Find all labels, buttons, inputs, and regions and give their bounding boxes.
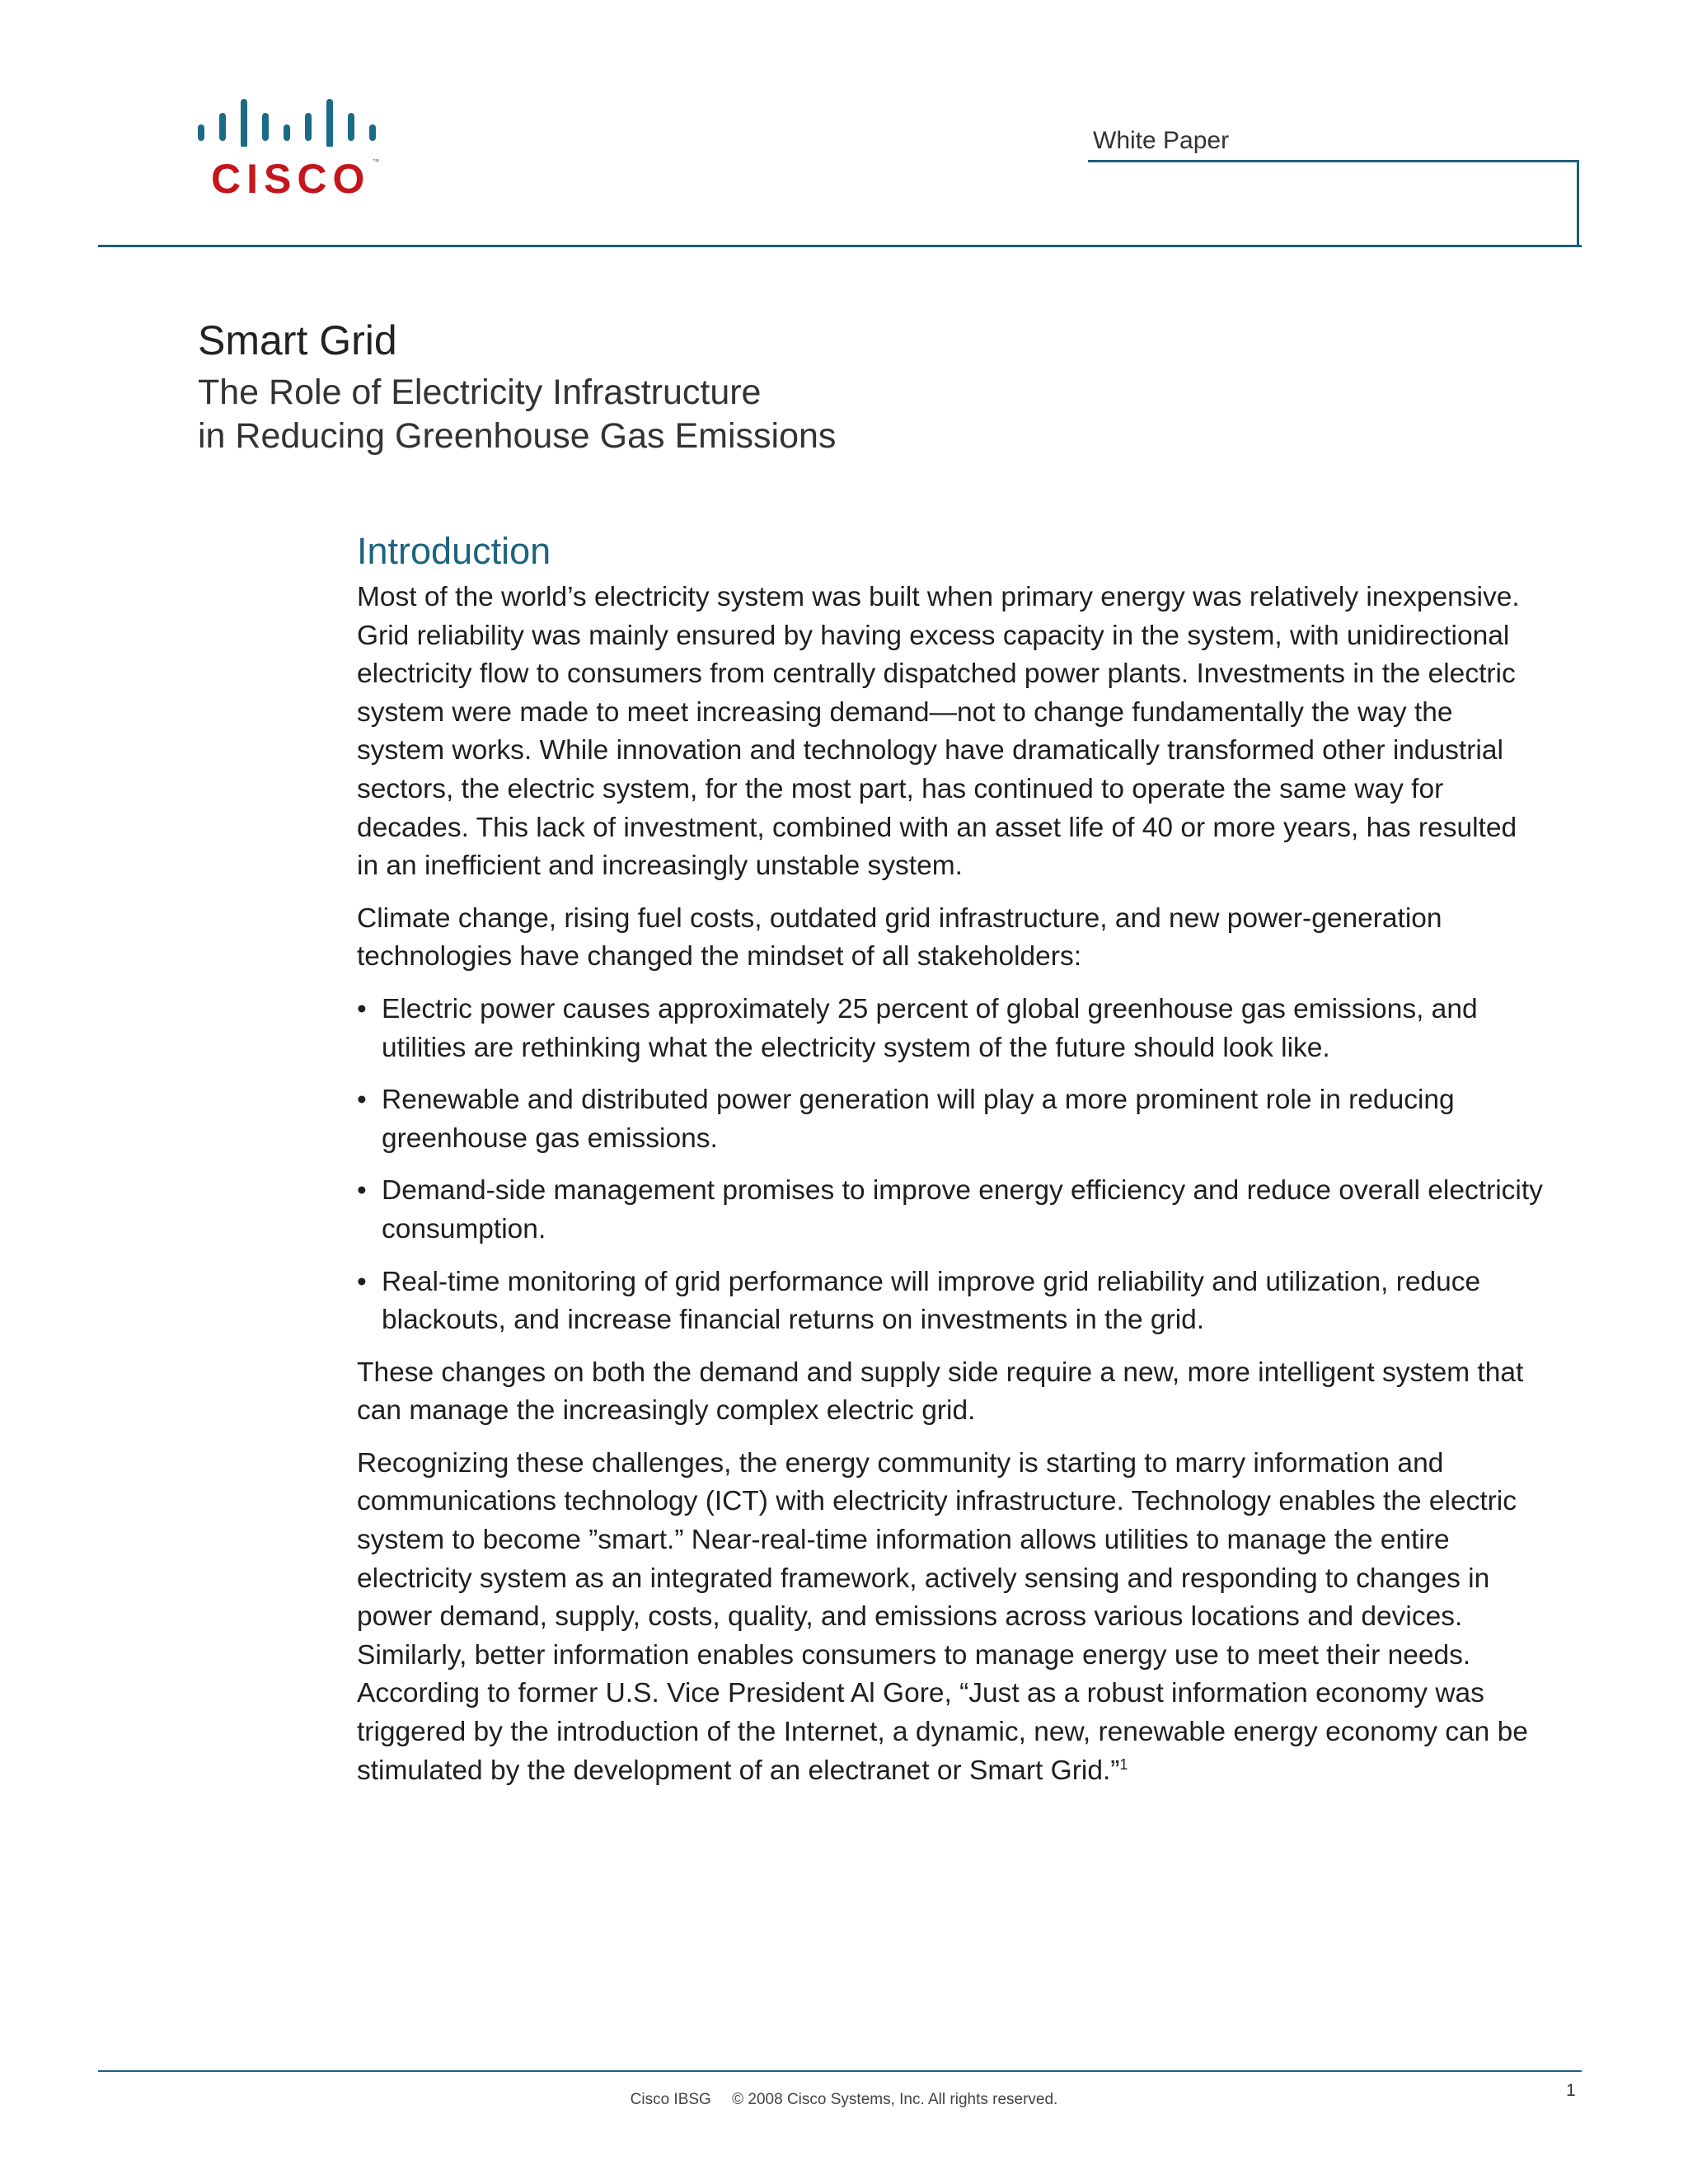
footer-rule (98, 2070, 1582, 2072)
header-frame (1088, 160, 1579, 246)
document-type-label: White Paper (1093, 127, 1230, 154)
subtitle-line: in Reducing Greenhouse Gas Emissions (198, 416, 837, 456)
main-content (357, 527, 1544, 1804)
list-item (357, 991, 1544, 1067)
list-item (357, 1263, 1544, 1340)
page-number: 1 (1566, 2081, 1576, 2100)
page-footer (0, 2091, 1688, 2109)
page-title: Smart Grid (198, 317, 397, 363)
footer-copyright: © 2008 Cisco Systems, Inc. All rights reserved. (732, 2091, 1058, 2108)
list-item-text: Real-time monitoring of grid performance will improve grid reliability and utilization, reduce blackouts, and increase financial returns on investments in the grid. (382, 1266, 1481, 1336)
bullet-icon: • (357, 1175, 367, 1207)
list-item (357, 1172, 1544, 1249)
footnote-reference[interactable]: 1 (1119, 1755, 1128, 1773)
bullet-icon: • (357, 1266, 367, 1297)
subtitle-line: The Role of Electricity Infrastructure (198, 373, 762, 412)
paragraph: Most of the world’s electricity system was built when primary energy was relatively inexpensive. Grid reliability was mainly ensured by having excess capacity in the system, with unidirectional electricity flow to consumers from centrally dispatched power plants. Investments in the electric system were made to meet increasing demand—not to change fundamentally the way the system works. While innovation and technology have dramatically transformed other industrial sectors, the electric system, for the most part, has continued to operate the same way for decades. This lack of investment, combined with an asset life of 40 or more years, has resulted in an inefficient and increasingly unstable system. (357, 582, 1520, 882)
list-item-text: Demand-side management promises to improve energy efficiency and reduce overall electricity consumption. (382, 1175, 1543, 1244)
paragraph: These changes on both the demand and supply side require a new, more intelligent system that can manage the increasingly complex electric grid. (357, 1357, 1524, 1427)
page-subtitle (198, 371, 836, 458)
cisco-wordmark: CISCO ™ (211, 156, 380, 202)
footer-org: Cisco IBSG (630, 2091, 711, 2108)
list-item (357, 1081, 1544, 1158)
list-item-text: Electric power causes approximately 25 percent of global greenhouse gas emissions, and utilities are rethinking what the electricity system of the future should look like. (382, 993, 1478, 1063)
paragraph: Climate change, rising fuel costs, outdated grid infrastructure, and new power-generation technologies have changed the mindset of all stakeholders: (357, 902, 1442, 972)
paragraph-text: Recognizing these challenges, the energy community is starting to marry information and communications technology (ICT) with electricity infrastructure. Technology enables the electric system to become ”smart.” Near-real-time information allows utilities to manage the entire electricity system as an integrated framework, actively sensing and responding to changes in power demand, supply, costs, quality, and emissions across various locations and devices. Similarly, better information enables consumers to manage energy use to meet their needs. According to former U.S. Vice President Al Gore, “Just as a robust information economy was triggered by the introduction of the Internet, a dynamic, new, renewable energy economy can be stimulated by the development of an electranet or Smart Grid.” (357, 1447, 1528, 1786)
paragraph (357, 1445, 1544, 1790)
bullet-icon: • (357, 993, 367, 1024)
list-item-text: Renewable and distributed power generation will play a more prominent role in reducing greenhouse gas emissions. (382, 1085, 1455, 1154)
header-rule (98, 245, 1582, 247)
section-heading: Introduction (357, 530, 551, 572)
bullet-list (357, 991, 1544, 1340)
bullet-icon: • (357, 1085, 367, 1116)
cisco-logo (196, 97, 380, 202)
cisco-bars-icon (196, 97, 376, 147)
